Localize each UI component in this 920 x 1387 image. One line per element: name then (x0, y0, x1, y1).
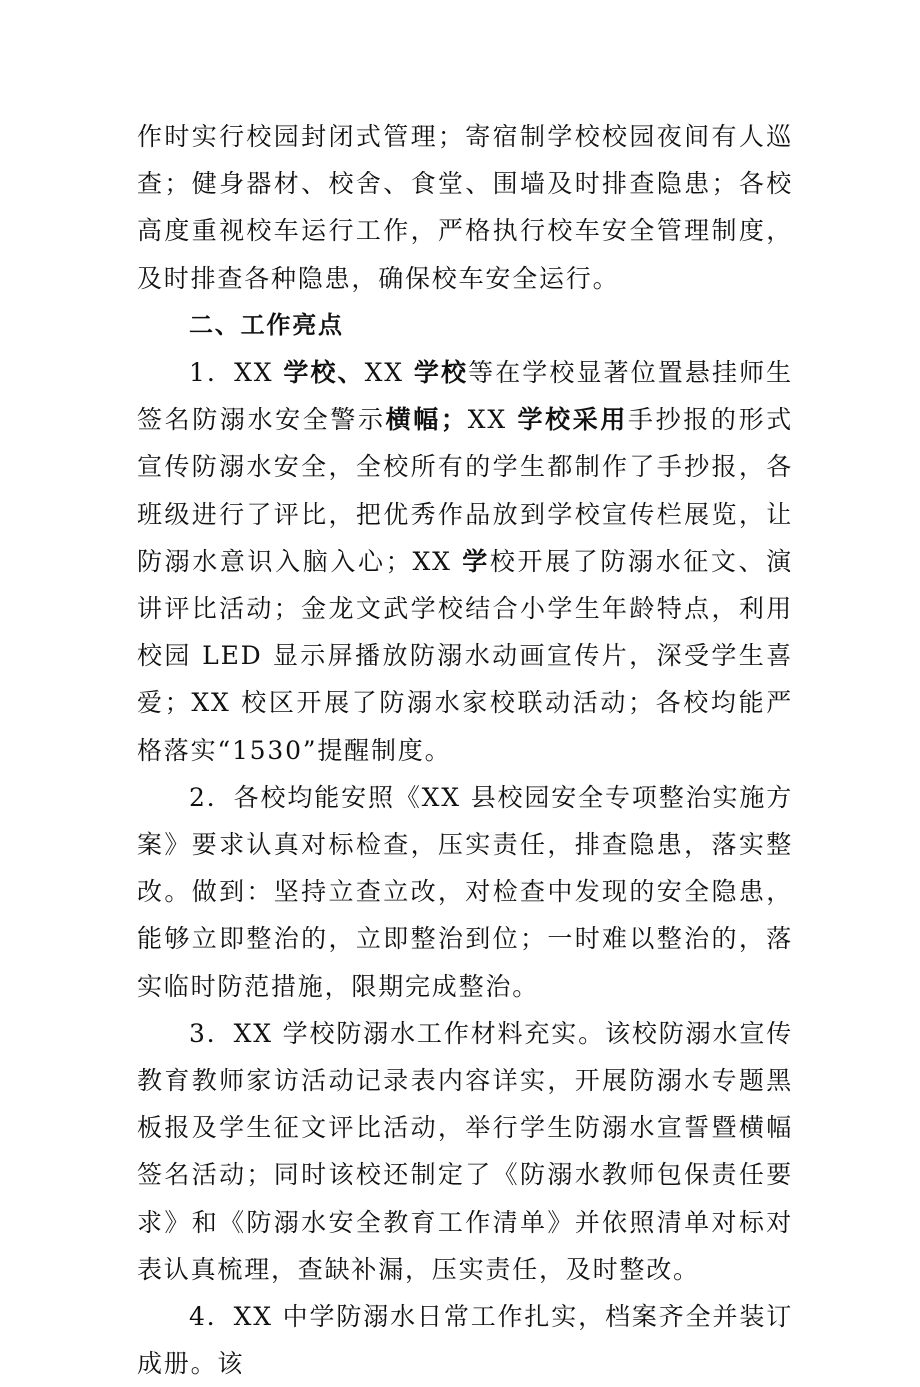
item-1-text: XX (467, 405, 518, 435)
item-1-bold: 学 (462, 546, 490, 576)
paragraph-item-2: 2．各校均能安照《XX 县校园安全专项整治实施方案》要求认真对标检查，压实责任，排查隐患，落实整改。做到：坚持立查立改，对检查中发现的安全隐患，能够立即整治的，立即整治到位；一时难以整治的，落实临时防范措施，限期完成整治。 (137, 782, 793, 1001)
paragraph-item-3: 3．XX 学校防溺水工作材料充实。该校防溺水宣传教育教师家访活动记录表内容详实，开展防溺水专题黑板报及学生征文评比活动，举行学生防溺水宣誓暨横幅签名活动；同时该校还制定了《防溺水教师包保责任要求》和《防溺水安全教育工作清单》并依照清单对标对表认真梳理，查缺补漏，压实责任，及时整改。 (137, 1018, 793, 1284)
item-1-bold: 学校 (413, 358, 469, 388)
document-body (137, 113, 793, 1387)
item-1-bold: 学校采用 (517, 405, 629, 435)
paragraph-item-1 (137, 349, 793, 774)
item-1-text: 手抄报的形式宣传防溺水安全，全校所有的学生都制作了手抄报，各班级进行了评比，把优秀作品放到学校宣传栏展览，让防溺水意识入脑入心；XX (137, 405, 793, 576)
item-1-text: 1．XX (189, 358, 284, 388)
paragraph-continued: 作时实行校园封闭式管理；寄宿制学校校园夜间有人巡查；健身器材、校舍、食堂、围墙及时排查隐患；各校高度重视校车运行工作，严格执行校车安全管理制度，及时排查各种隐患，确保校车安全运行。 (137, 122, 793, 293)
item-1-text: 校开展了防溺水征文、演讲评比活动；金龙文武学校结合小学生年龄特点，利用校园 LED 显示屏播放防溺水动画宣传片，深受学生喜爱；XX 校区开展了防溺水家校联动活动；各校均能严格落实“1530”提醒制度。 (137, 546, 793, 765)
item-1-bold: 学校、 (283, 358, 365, 388)
item-1-bold: 横幅； (385, 405, 468, 435)
item-1-text: 等在学校显著位置悬挂师生签名防溺水安全警示 (137, 358, 793, 435)
item-1-text: XX (364, 358, 414, 388)
section-heading: 二、工作亮点 (189, 310, 344, 339)
paragraph-item-4: 4．XX 中学防溺水日常工作扎实，档案齐全并装订成册。该 (137, 1302, 793, 1379)
